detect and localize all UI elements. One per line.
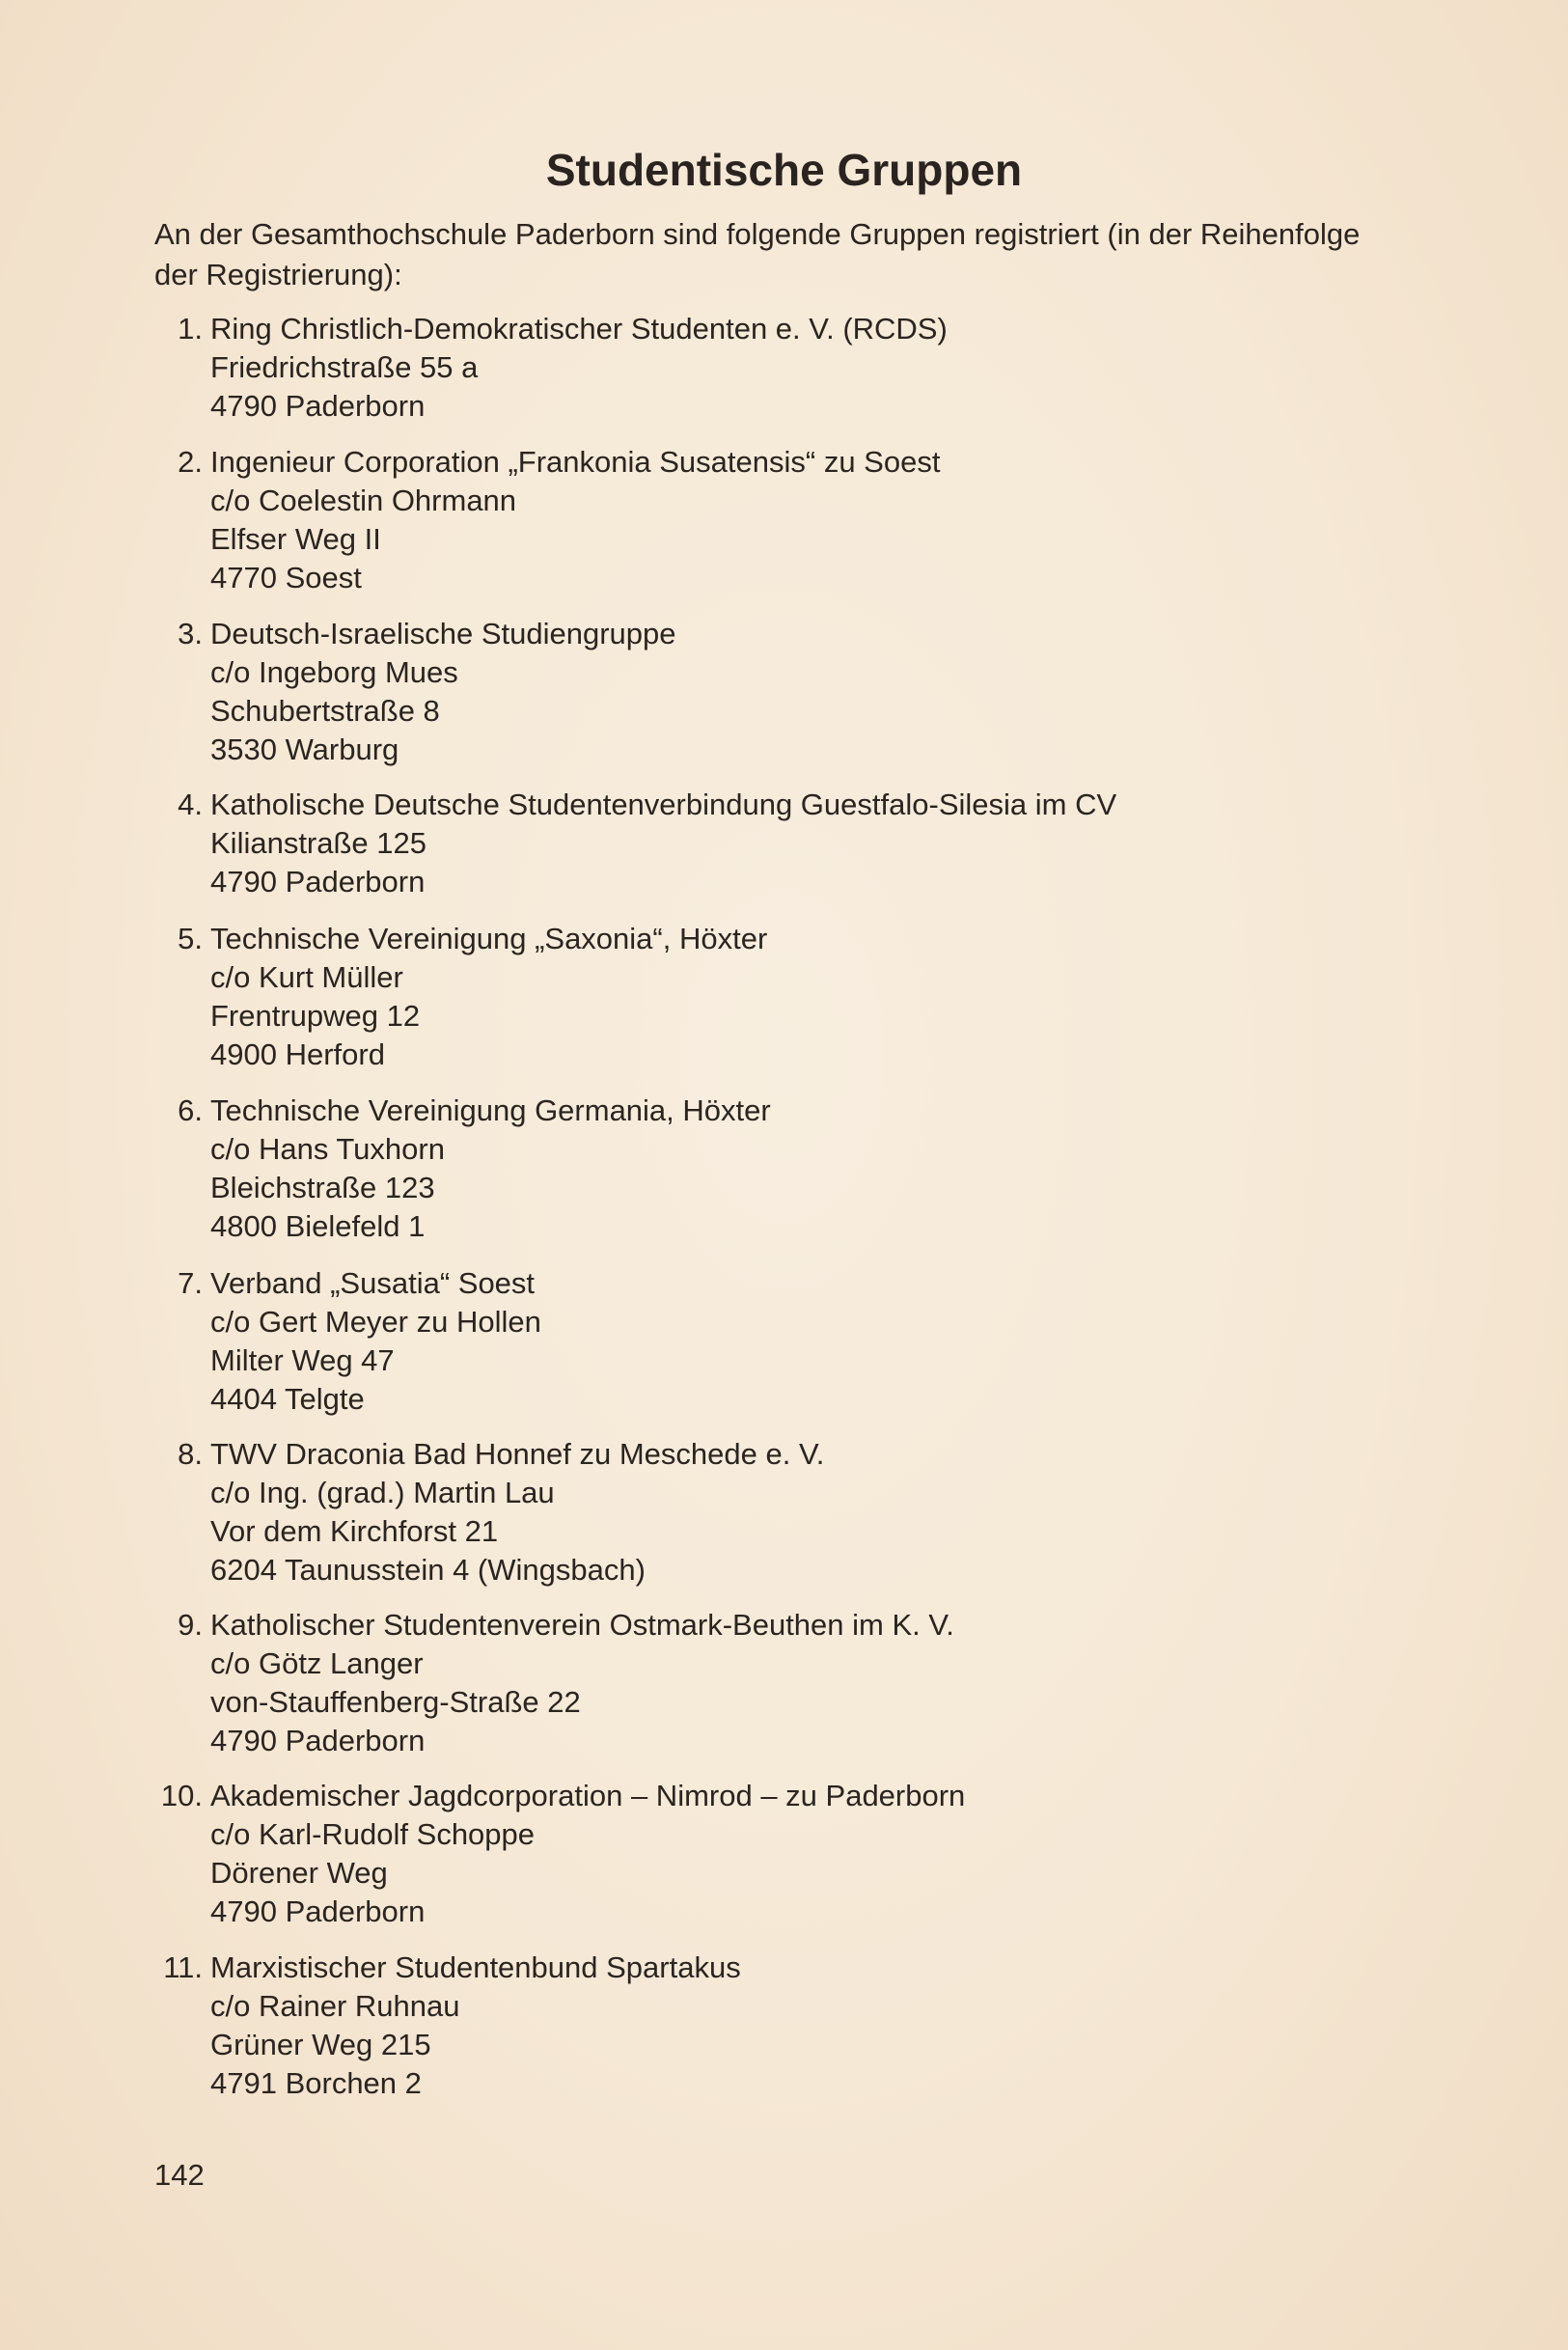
page-number: 142 [154,2158,205,2192]
entry-line: von-Stauffenberg-Straße 22 [210,1685,581,1719]
entry-line: Elfser Weg II [210,522,381,556]
entry-number: 7. [178,1266,203,1300]
entry-number: 11. [163,1950,203,1984]
entry-line: c/o Gert Meyer zu Hollen [210,1305,541,1339]
page-title: Studentische Gruppen [545,145,1023,195]
entry-line: 4404 Telgte [210,1382,365,1416]
entry-line: c/o Hans Tuxhorn [210,1132,445,1166]
entry-line: 4791 Borchen 2 [210,2066,422,2100]
entry-number: 9. [178,1608,203,1642]
entry-line: 4800 Bielefeld 1 [210,1209,426,1243]
entry-line: 4900 Herford [210,1037,385,1071]
entry-line: Schubertstraße 8 [210,694,440,728]
entry-line: Dörener Weg [210,1856,388,1890]
entry-line: c/o Kurt Müller [210,960,403,994]
entry-line: Akademischer Jagdcorporation – Nimrod – zu Paderborn [210,1779,966,1812]
entry-line: Friedrichstraße 55 a [210,350,479,384]
entry-line: 4790 Paderborn [210,865,426,899]
entry-line: c/o Karl-Rudolf Schoppe [210,1817,536,1851]
entry-number: 8. [178,1437,203,1471]
entry-number: 2. [178,445,203,479]
entry-line: Deutsch-Israelische Studiengruppe [210,617,676,650]
entry-line: Marxistischer Studentenbund Spartakus [210,1950,741,1984]
entry-number: 10. [160,1779,203,1812]
entry-line: TWV Draconia Bad Honnef zu Meschede e. V. [210,1437,825,1471]
entry-line: Katholische Deutsche Studentenverbindung Guestfalo-Silesia im CV [210,788,1117,821]
entry-line: c/o Rainer Ruhnau [210,1989,460,2023]
entry-number: 3. [178,617,203,650]
entry-line: c/o Coelestin Ohrmann [210,484,517,517]
entry-line: Ring Christlich-Demokratischer Studenten e. V. (RCDS) [210,312,948,346]
entry-line: Ingenieur Corporation „Frankonia Susatensis“ zu Soest [210,445,941,479]
entry-line: 3530 Warburg [210,733,399,766]
entry-line: 4790 Paderborn [210,389,426,423]
entry-line: c/o Ingeborg Mues [210,655,458,689]
entry-line: Kilianstraße 125 [210,826,427,860]
entry-number: 5. [178,922,203,955]
intro-paragraph: An der Gesamthochschule Paderborn sind folgende Gruppen registriert (in der Reihenfolge der Registrierung): [154,217,1361,291]
entry-line: 4790 Paderborn [210,1724,426,1757]
entry-line: 4790 Paderborn [210,1894,426,1928]
entry-line: Katholischer Studentenverein Ostmark-Beuthen im K. V. [210,1608,954,1642]
entry-line: Bleichstraße 123 [210,1171,435,1204]
entry-number: 6. [178,1093,203,1127]
entry-line: 6204 Taunusstein 4 (Wingsbach) [210,1553,646,1587]
entry-line: Technische Vereinigung Germania, Höxter [210,1093,771,1127]
entry-line: c/o Ing. (grad.) Martin Lau [210,1476,555,1509]
entry-line: Grüner Weg 215 [210,2028,431,2061]
entry-line: 4770 Soest [210,561,362,594]
entry-line: Frentrupweg 12 [210,999,421,1033]
entry-line: c/o Götz Langer [210,1646,424,1680]
entry-line: Verband „Susatia“ Soest [210,1266,536,1300]
entry-number: 4. [178,788,203,821]
entry-line: Vor dem Kirchforst 21 [210,1514,499,1548]
entry-number: 1. [178,312,203,346]
entry-line: Milter Weg 47 [210,1343,395,1377]
entry-line: Technische Vereinigung „Saxonia“, Höxter [210,922,768,955]
